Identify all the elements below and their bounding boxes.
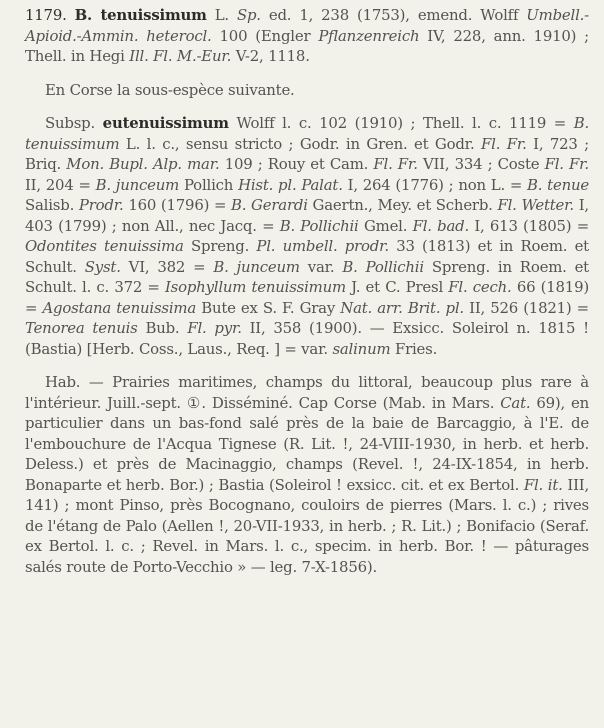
reference-title: Ill. Fl. M.-Eur. — [129, 47, 232, 65]
reference-title: Umbell.-Apioid.-Ammin. heterocl. — [25, 6, 589, 45]
subspecies-name: eutenuissimum — [102, 114, 229, 132]
species-name: B. tenuissimum — [74, 6, 207, 24]
entry-number: 1179. — [25, 6, 67, 24]
reference-title: Pflanzenreich — [318, 26, 420, 45]
subspecies-paragraph: Subsp. eutenuissimum Wolff l. c. 102 (1910) ; Thell. l. c. 1119 = B. tenuissimum L. l. c., sensu stricto ; Godr. in Gren. et Godr. Fl. Fr. I, 723 ; Briq. Mon. Bupl. Alp. mar. 109 ; Rouy et Cam. Fl. Fr. VII, 334 ; Coste Fl. Fr. II, 204 = B. junceum Pollich Hist. pl. Palat. I, 264 (1776) ; non L. = B. tenue Salisb. Prodr. 160 (1796) = B. Gerardi Gaertn., Mey. et Scherb. Fl. Wetter. I, 403 (1799) ; non All., nec Jacq. = B. Pollichii Gmel. Fl. bad. I, 613 (1805) = Odontites tenuissima Spreng. Pl. umbell. prodr. 33 (1813) et in Roem. et Schult. Syst. VI, 382 = B. junceum var. B. Pollichii Spreng. in Roem. et Schult. l. c. 372 = Isophyllum tenuissimum J. et C. Presl Fl. cech. 66 (1819) = Agostana tenuissima Bute ex S. F. Gray Nat. arr. Brit. pl. II, 526 (1821) = Tenorea tenuis Bub. Fl. pyr. II, 358 (1900). — Exsicc. Soleirol n. 1815 ! (Bastia) [Herb. Coss., Laus., Req. ] = var. salinum Fries. — [25, 114, 589, 358]
habitat-paragraph: Hab. — Prairies maritimes, champs du littoral, beaucoup plus rare à l'intérieur. Juill.-sept. ①. Disséminé. Cap Corse (Mab. in Mars. Cat. 69), en particulier dans un bas-fond salé près de la baie de Barcaggio, à l'E. de l'embouchure de l'Acqua Tignese (R. Lit. !, 24-VIII-1930, in herb. et herb. Deless.) et près de Macinaggio, champs (Revel. !, 24-IX-1854, in herb. Bonaparte et herb. Bor.) ; Bastia (Soleirol ! exsicc. cit. et ex Bertol. Fl. it. III, 141) ; mont Pinso, près Bocognano, couloirs de pierres (Mars. l. c.) ; rives de l'étang de Palo (Aellen !, 20-VII-1933, in herb. ; R. Lit.) ; Bonifacio (Seraf. ex Bertol. l. c. ; Revel. in Mars. l. c., specim. in herb. Bor. ! — pâturages salés route de Porto-Vecchio » — leg. 7-X-1856). — [25, 373, 589, 576]
species-entry: 1179. B. tenuissimum L. Sp. ed. 1, 238 (1753), emend. Wolff Umbell.-Apioid.-Ammin. heterocl. 100 (Engler Pflanzenreich IV, 228, ann. 1910) ; Thell. in Hegi Ill. Fl. M.-Eur. V-2, 1118. — [25, 6, 590, 65]
species-author: L. — [214, 6, 229, 24]
reference-title: Sp. — [236, 6, 261, 24]
intro-line: En Corse la sous-espèce suivante. — [45, 80, 295, 99]
